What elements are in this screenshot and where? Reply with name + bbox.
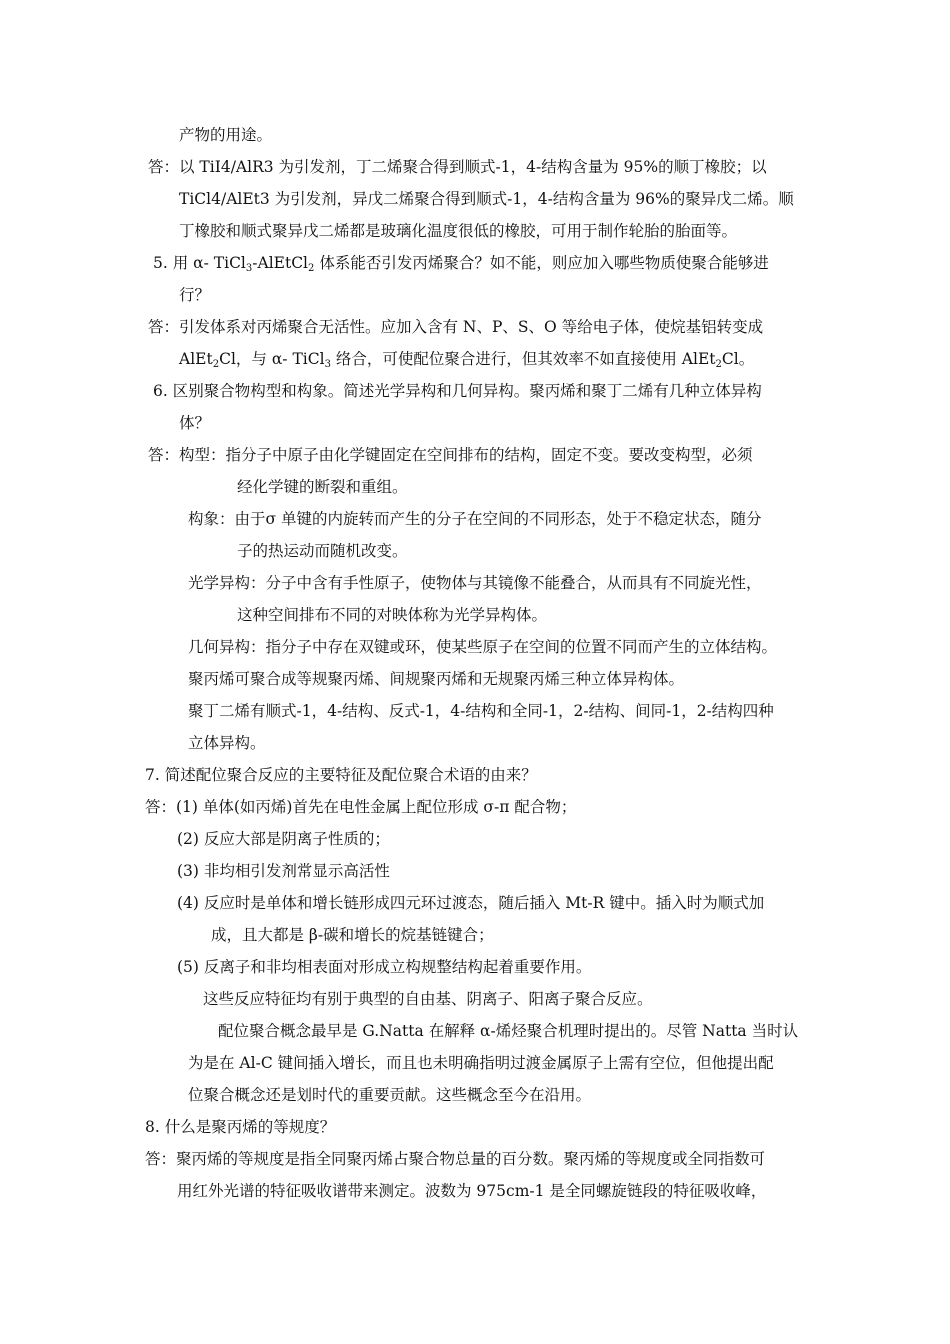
text-line: 产物的用途。: [179, 126, 273, 144]
question-6-line: 体？: [179, 414, 211, 432]
answer-5-line: 答：引发体系对丙烯聚合无活性。应加入含有 N、P、S、O 等给电子体，使烷基铝转变成: [148, 318, 764, 336]
answer-8-line: 答：聚丙烯的等规度是指全同聚丙烯占聚合物总量的百分数。聚丙烯的等规度或全同指数可: [145, 1150, 766, 1168]
question-6-line: 6. 区别聚合物构型和构象。简述光学异构和几何异构。聚丙烯和聚丁二烯有几种立体异构: [153, 382, 762, 400]
subscript: 3: [324, 359, 331, 370]
subscript: 2: [212, 359, 220, 370]
answer-4-line: 丁橡胶和顺式聚异戊二烯都是玻璃化温度很低的橡胶，可用于制作轮胎的胎面等。: [179, 222, 738, 240]
answer-7-line: 为是在 Al-C 键间插入增长，而且也未明确指明过渡金属原子上需有空位，但他提出配: [188, 1054, 774, 1072]
a5-text: 络合，可使配位聚合进行，但其效率不如直接使用 AlEt: [330, 350, 716, 368]
answer-6-line: 聚丙烯可聚合成等规聚丙烯、间规聚丙烯和无规聚丙烯三种立体异构体。: [188, 670, 685, 688]
question-5-line: 行？: [179, 286, 211, 304]
subscript: 2: [715, 359, 722, 370]
answer-6-line: 经化学键的断裂和重组。: [237, 478, 408, 496]
answer-8-line: 用红外光谱的特征吸收谱带来测定。波数为 975cm-1 是全同螺旋链段的特征吸收峰，: [177, 1182, 767, 1200]
answer-7-line: 位聚合概念还是划时代的重要贡献。这些概念至今在沿用。: [188, 1086, 592, 1104]
answer-6-line: 这种空间排布不同的对映体称为光学异构体。: [237, 606, 548, 624]
subscript: 2: [308, 263, 315, 274]
answer-7-line: 配位聚合概念最早是 G.Natta 在解释 α-烯烃聚合机理时提出的。尽管 Natta 当时认: [218, 1022, 799, 1040]
answer-7-line: 这些反应特征均有别于典型的自由基、阴离子、阳离子聚合反应。: [203, 990, 653, 1008]
answer-6-line: 几何异构：指分子中存在双键或环，使某些原子在空间的位置不同而产生的立体结构。: [188, 638, 778, 656]
question-5-line: [153, 252, 769, 274]
a5-text: AlEt: [179, 350, 213, 368]
q5-text: -AlEtCl: [252, 254, 309, 272]
answer-7-line: (2) 反应大部是阴离子性质的；: [177, 830, 390, 848]
answer-5-line: [179, 348, 754, 370]
answer-7-line: (5) 反离子和非均相表面对形成立构规整结构起着重要作用。: [177, 958, 592, 976]
subscript: 3: [245, 263, 253, 274]
answer-7-line: (3) 非均相引发剂常显示高活性: [177, 862, 390, 880]
q5-text: 体系能否引发丙烯聚合？如不能，则应加入哪些物质使聚合能够进: [314, 254, 769, 272]
answer-6-line: 构象：由于σ 单键的内旋转而产生的分子在空间的不同形态，处于不稳定状态，随分: [188, 510, 762, 528]
a5-text: Cl。: [721, 350, 755, 368]
a5-text: Cl，与 α- TiCl: [219, 350, 325, 368]
answer-4-line: TiCl4/AlEt3 为引发剂，异戊二烯聚合得到顺式-1，4-结构含量为 96%的聚异戊二烯。顺: [179, 190, 794, 208]
answer-6-line: 光学异构：分子中含有手性原子，使物体与其镜像不能叠合，从而具有不同旋光性，: [188, 574, 762, 592]
question-7-line: 7. 简述配位聚合反应的主要特征及配位聚合术语的由来？: [145, 766, 537, 784]
question-8-line: 8. 什么是聚丙烯的等规度？: [145, 1118, 336, 1136]
answer-7-line: 成，且大都是 β-碳和增长的烷基链键合；: [211, 926, 494, 944]
answer-6-line: 答：构型：指分子中原子由化学键固定在空间排布的结构，固定不变。要改变构型，必须: [148, 446, 753, 464]
answer-6-line: 聚丁二烯有顺式-1，4-结构、反式-1，4-结构和全同-1，2-结构、间同-1，2-结构四种: [188, 702, 774, 720]
answer-7-line: (4) 反应时是单体和增长链形成四元环过渡态，随后插入 Mt-R 键中。插入时为顺式加: [177, 894, 765, 912]
answer-6-line: 立体异构。: [188, 734, 266, 752]
answer-4-line: 答：以 TiI4/AlR3 为引发剂，丁二烯聚合得到顺式-1，4-结构含量为 95%的顺丁橡胶；以: [148, 158, 767, 176]
q5-text: 5. 用 α- TiCl: [153, 254, 246, 272]
answer-7-line: 答：(1) 单体(如丙烯)首先在电性金属上配位形成 σ-π 配合物；: [145, 798, 577, 816]
answer-6-line: 子的热运动而随机改变。: [237, 542, 408, 560]
